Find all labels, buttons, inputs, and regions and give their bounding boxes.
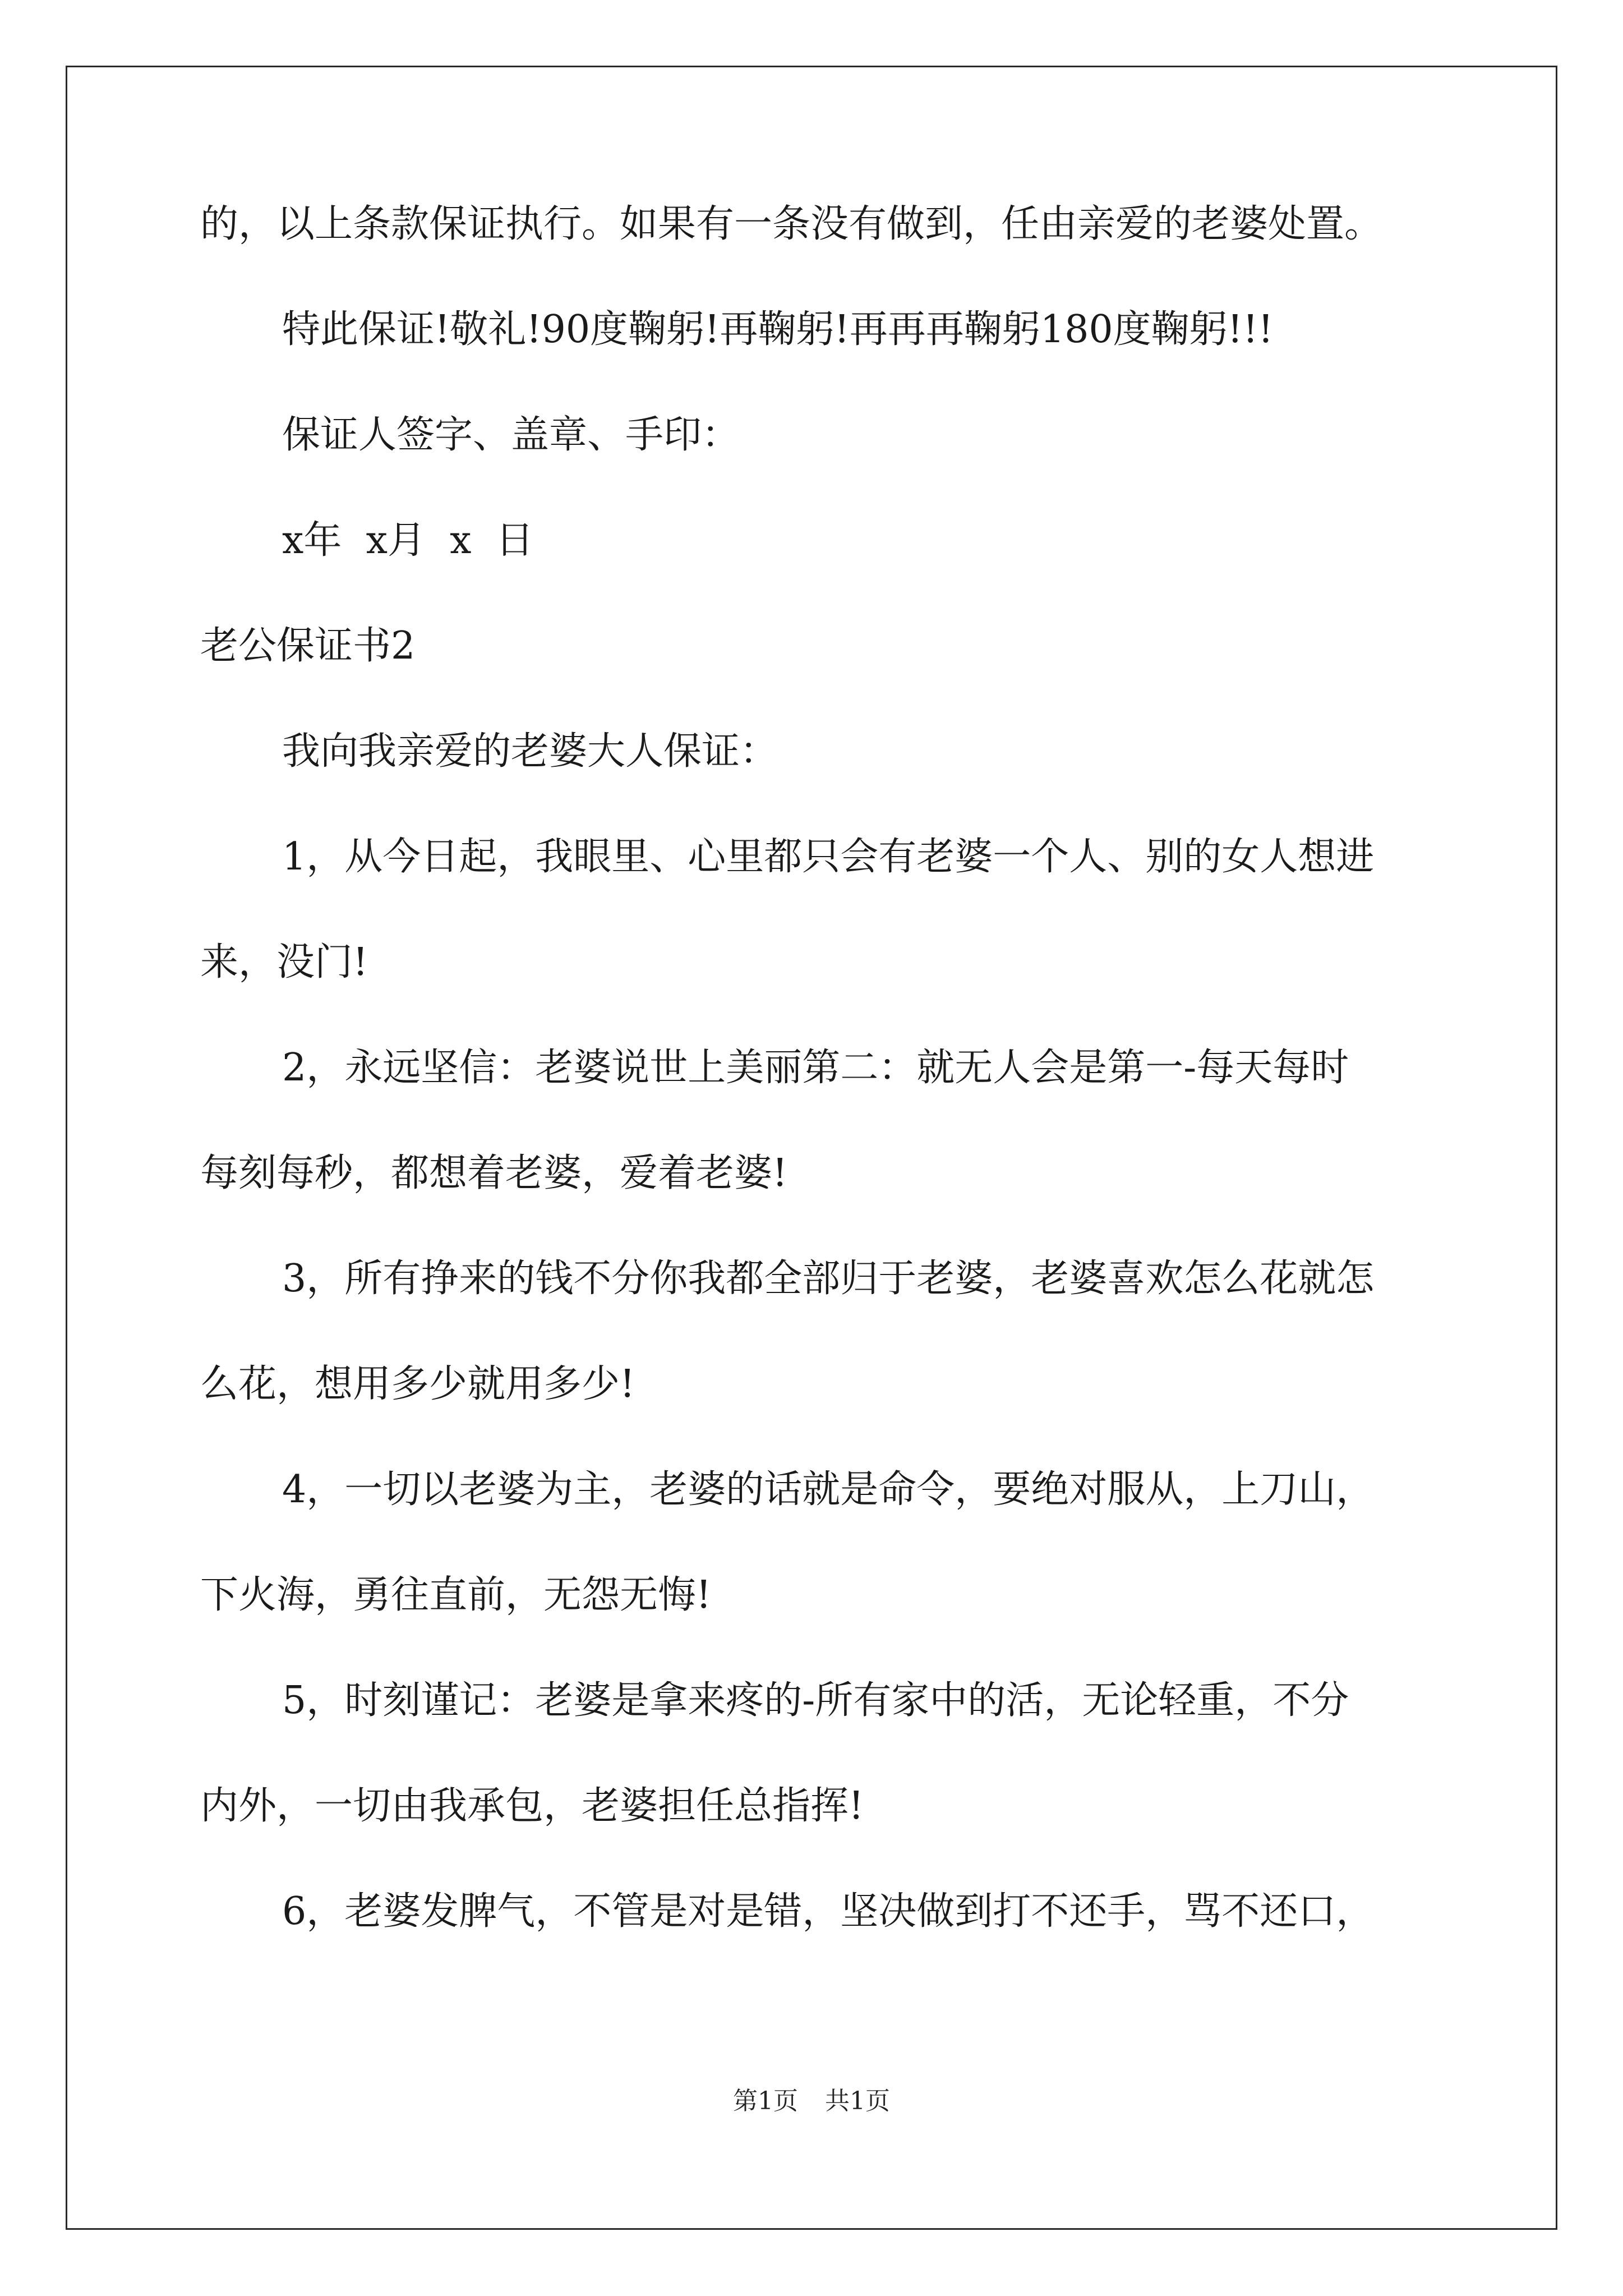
text-line: 来，没门! <box>200 940 368 984</box>
text-line: 我向我亲爱的老婆大人保证： <box>282 729 778 774</box>
text-line: 保证人签字、盖章、手印： <box>282 413 740 457</box>
text-line: 特此保证!敬礼!90度鞠躬!再鞠躬!再再再鞠躬180度鞠躬!!! <box>282 307 1274 352</box>
text-line: 的，以上条款保证执行。如果有一条没有做到，任由亲爱的老婆处置。 <box>200 202 1383 246</box>
text-line: 5，时刻谨记：老婆是拿来疼的-所有家中的活，无论轻重，不分 <box>282 1678 1349 1723</box>
text-line: 3，所有挣来的钱不分你我都全部归于老婆，老婆喜欢怎么花就怎 <box>282 1257 1375 1301</box>
text-line: 下火海，勇往直前，无怨无悔! <box>200 1573 712 1617</box>
page-number: 第1页 <box>733 2087 798 2115</box>
text-line: 6，老婆发脾气，不管是对是错，坚决做到打不还手，骂不还口， <box>282 1889 1375 1934</box>
page-total: 共1页 <box>825 2087 890 2115</box>
page-footer <box>0 2086 1623 2117</box>
text-line: 每刻每秒，都想着老婆，爱着老婆! <box>200 1151 788 1195</box>
text-line: 1，从今日起，我眼里、心里都只会有老婆一个人、别的女人想进 <box>282 835 1375 879</box>
text-line: 内外，一切由我承包，老婆担任总指挥! <box>200 1784 864 1828</box>
date-line: x年 x月 x 日 <box>282 518 534 563</box>
section-title: 老公保证书2 <box>200 624 416 668</box>
text-line: 4，一切以老婆为主，老婆的话就是命令，要绝对服从，上刀山， <box>282 1467 1375 1512</box>
document-body <box>200 202 1462 1995</box>
text-line: 2，永远坚信：老婆说世上美丽第二：就无人会是第一-每天每时 <box>282 1046 1349 1090</box>
text-line: 么花，想用多少就用多少! <box>200 1362 635 1406</box>
